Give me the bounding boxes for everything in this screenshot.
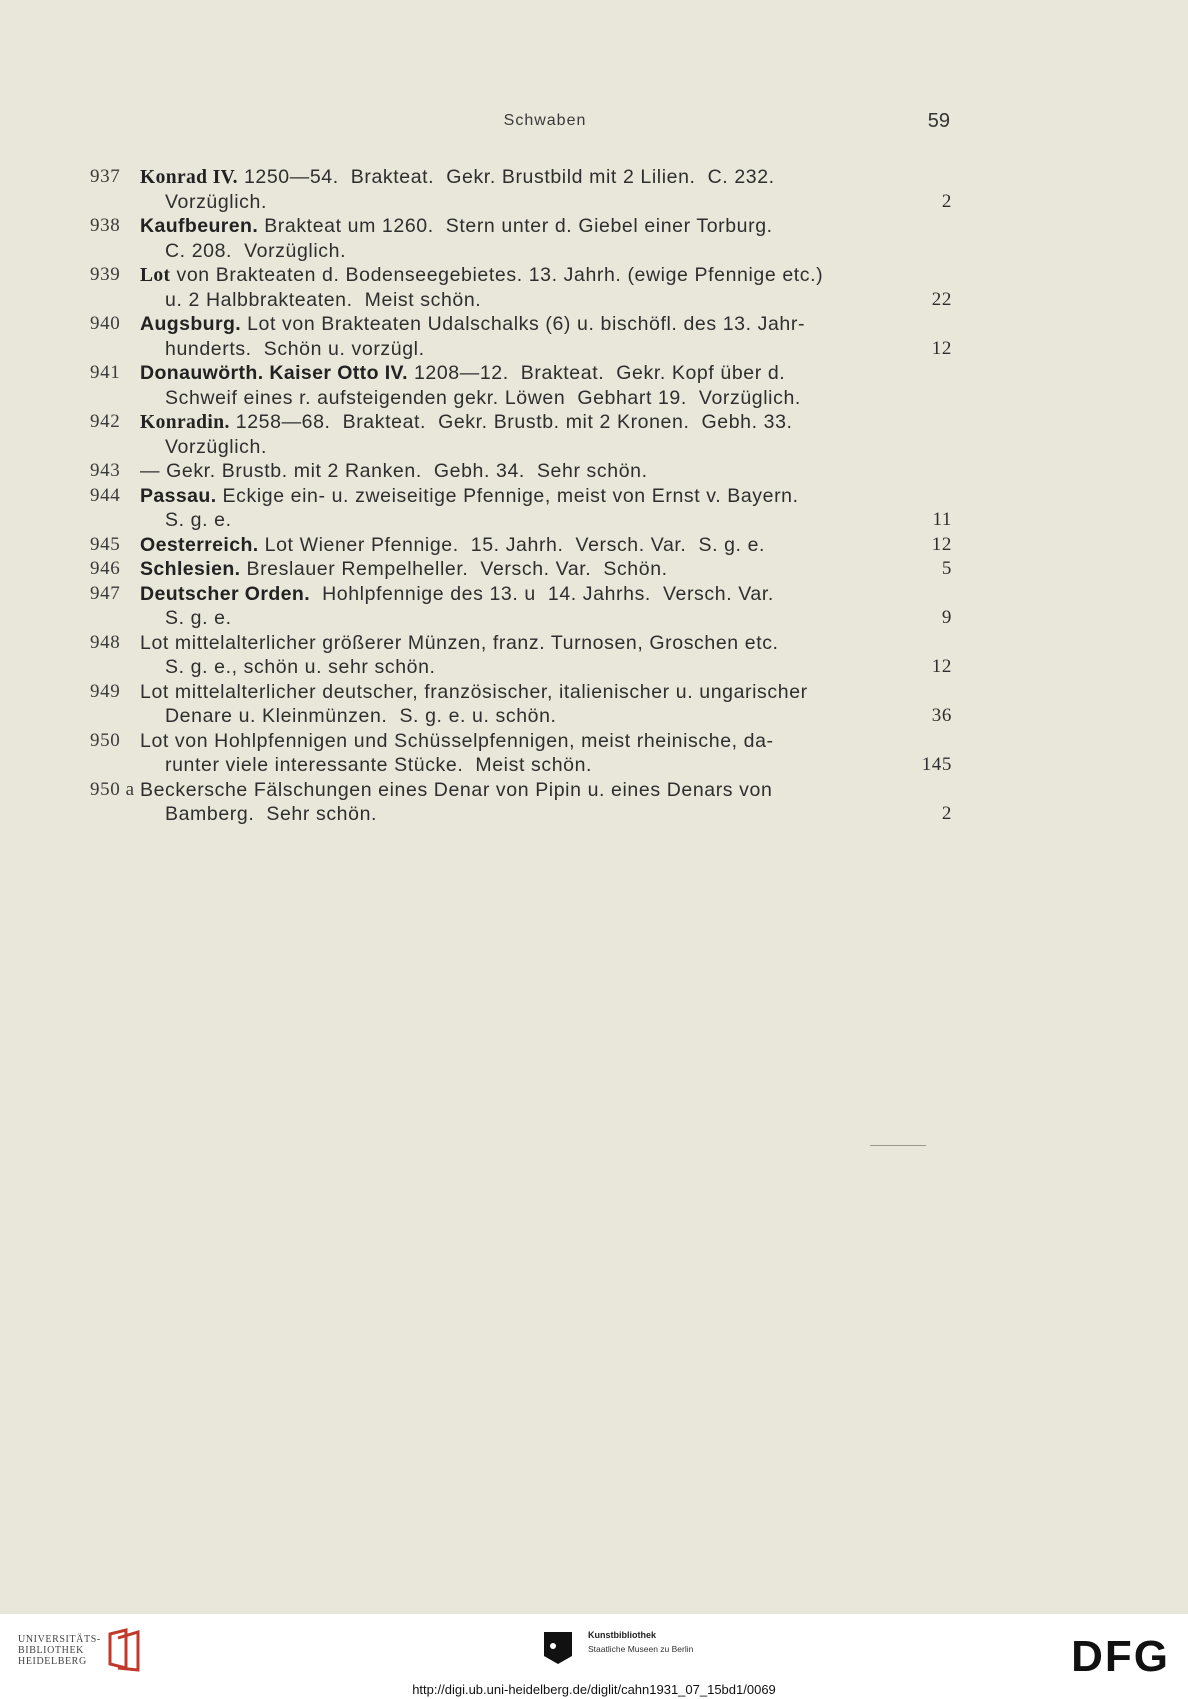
catalogue-entries: [90, 165, 952, 827]
entry-continuation: S. g. e., schön u. sehr schön.: [165, 656, 436, 678]
entry-line: [90, 778, 952, 803]
catalogue-entry: [90, 312, 952, 361]
kunstbibliothek-name: Kunstbibliothek: [588, 1630, 656, 1640]
entry-line: [90, 704, 952, 729]
entry-description: Hohlpfennige des 13. u 14. Jahrhs. Versch. Var.: [310, 582, 774, 605]
catalogue-entry: [90, 533, 952, 558]
entry-line: [90, 508, 952, 533]
entry-heading: Konrad IV.: [140, 167, 238, 188]
entry-description: Lot mittelalterlicher größerer Münzen, franz. Turnosen, Groschen etc.: [140, 631, 779, 654]
catalogue-entry: [90, 165, 952, 214]
catalogue-entry: [90, 484, 952, 533]
entry-line: [90, 361, 952, 386]
entry-heading: Konradin.: [140, 412, 230, 433]
kunstbibliothek-logo[interactable]: [544, 1630, 744, 1670]
entry-description: 1250—54. Brakteat. Gekr. Brustbild mit 2 Lilien. C. 232.: [237, 166, 775, 188]
catalogue-entry: [90, 263, 952, 312]
entry-line: [90, 802, 952, 827]
lot-price: 145: [921, 754, 952, 775]
catalogue-entry: [90, 729, 952, 778]
entry-heading: Oesterreich.: [140, 533, 259, 556]
entry-description: Lot von Brakteaten Udalschalks (6) u. bischöfl. des 13. Jahr-: [241, 313, 806, 335]
entry-line: [90, 410, 952, 435]
entry-continuation: runter viele interessante Stücke. Meist schön.: [165, 754, 593, 776]
entry-continuation: Bamberg. Sehr schön.: [165, 803, 378, 825]
catalogue-entry: [90, 361, 952, 410]
page-header: [140, 108, 950, 134]
entry-heading: Deutscher Orden.: [140, 582, 311, 605]
lot-price: 2: [941, 803, 952, 824]
entry-heading: Schlesien.: [140, 558, 241, 580]
entry-description: — Gekr. Brustb. mit 2 Ranken. Gebh. 34. Sehr schön.: [140, 460, 648, 482]
entry-line: [90, 606, 952, 631]
entry-text: [140, 557, 952, 582]
entry-description: 1258—68. Brakteat. Gekr. Brustb. mit 2 Kronen. Gebh. 33.: [229, 411, 793, 433]
lot-number: 942: [90, 411, 121, 432]
dfg-logo[interactable]: DFG: [1071, 1632, 1170, 1681]
entry-line: [90, 729, 952, 754]
entry-description: 1208—12. Brakteat. Gekr. Kopf über d.: [407, 362, 786, 384]
entry-line: [90, 631, 952, 656]
entry-text: [140, 680, 952, 705]
entry-continuation: Denare u. Kleinmünzen. S. g. e. u. schön.: [165, 705, 557, 727]
catalogue-entry: [90, 459, 952, 484]
entry-continuation: S. g. e.: [165, 607, 232, 629]
entry-description: Breslauer Rempelheller. Versch. Var. Schön.: [240, 558, 668, 580]
entry-text: [140, 410, 952, 436]
entry-line: [90, 190, 952, 215]
lot-number: 937: [90, 166, 121, 187]
entry-line: [90, 263, 952, 288]
entry-line: [90, 337, 952, 362]
entry-description: Brakteat um 1260. Stern unter d. Giebel einer Torburg.: [258, 215, 773, 237]
entry-line: [90, 386, 952, 411]
entry-continuation: Vorzüglich.: [165, 435, 267, 458]
entry-text: [140, 533, 952, 558]
catalogue-entry: [90, 410, 952, 459]
lot-number: 948: [90, 631, 121, 653]
entry-description: Eckige ein- u. zweiseitige Pfennige, meist von Ernst v. Bayern.: [216, 484, 799, 507]
entry-continuation: Schweif eines r. aufsteigenden gekr. Löwen Gebhart 19. Vorzüglich.: [165, 386, 801, 409]
lot-number: 939: [90, 264, 121, 285]
lot-number: 946: [90, 558, 121, 579]
entry-heading: Kaufbeuren.: [140, 215, 259, 237]
entry-text: [140, 361, 952, 386]
lot-price: 12: [931, 533, 952, 555]
entry-heading: Augsburg.: [140, 313, 242, 335]
entry-continuation: hunderts. Schön u. vorzügl.: [165, 337, 425, 360]
entry-text: [140, 312, 952, 337]
entry-text: [140, 582, 952, 607]
entry-line: [90, 533, 952, 558]
lot-number: 949: [90, 680, 121, 702]
entry-line: [90, 288, 952, 313]
lot-number: 950: [90, 729, 121, 751]
entry-continuation: Vorzüglich.: [165, 190, 267, 213]
catalogue-entry: [90, 582, 952, 631]
stray-mark: [870, 1145, 926, 1146]
entry-text: [140, 778, 952, 803]
catalogue-entry: [90, 680, 952, 729]
catalogue-entry: [90, 778, 952, 827]
lot-number: 943: [90, 460, 121, 481]
lot-price: 11: [932, 509, 952, 530]
entry-continuation: u. 2 Halbbrakteaten. Meist schön.: [165, 288, 482, 311]
entry-line: [90, 459, 952, 484]
kunstbibliothek-subtitle: Staatliche Museen zu Berlin: [588, 1644, 694, 1654]
entry-line: [90, 484, 952, 509]
ub-emblem-icon: [106, 1628, 142, 1672]
ub-logo-text: [18, 1634, 101, 1667]
lot-number: 945: [90, 533, 121, 555]
page-number: 59: [927, 110, 950, 132]
entry-line: [90, 435, 952, 460]
lot-price: 12: [931, 337, 952, 359]
ub-heidelberg-logo[interactable]: [18, 1626, 163, 1676]
lot-number: 940: [90, 313, 121, 334]
ub-line-2: BIBLIOTHEK: [18, 1645, 84, 1656]
lot-number: 950 a: [90, 778, 135, 800]
lot-number: 947: [90, 582, 121, 604]
lot-price: 5: [941, 558, 952, 579]
lot-price: 36: [931, 705, 952, 726]
entry-continuation: C. 208. Vorzüglich.: [165, 239, 347, 262]
lot-price: 2: [941, 190, 952, 212]
ub-line-1: UNIVERSITÄTS-: [18, 1634, 101, 1645]
entry-description: Lot von Hohlpfennigen und Schüsselpfennigen, meist rheinische, da-: [140, 729, 774, 752]
entry-text: [140, 263, 952, 289]
catalogue-entry: [90, 631, 952, 680]
entry-text: [140, 214, 952, 239]
permalink-url[interactable]: http://digi.ub.uni-heidelberg.de/diglit/cahn1931_07_15bd1/0069: [412, 1682, 776, 1697]
lot-number: 938: [90, 215, 121, 236]
lot-price: 22: [931, 288, 952, 310]
entry-description: Lot Wiener Pfennige. 15. Jahrh. Versch. Var. S. g. e.: [258, 533, 766, 556]
catalogue-entry: [90, 557, 952, 582]
entry-line: [90, 239, 952, 264]
ub-line-3: HEIDELBERG: [18, 1656, 87, 1667]
entry-description: von Brakteaten d. Bodenseegebietes. 13. Jahrh. (ewige Pfennige etc.): [170, 264, 824, 286]
running-title: Schwaben: [503, 112, 587, 129]
lot-number: 941: [90, 362, 121, 383]
kunstbibliothek-emblem-icon: [544, 1632, 572, 1664]
entry-text: [140, 484, 952, 509]
entry-description: Beckersche Fälschungen eines Denar von Pipin u. eines Denars von: [140, 778, 773, 801]
entry-line: [90, 753, 952, 778]
entry-text: [140, 165, 952, 191]
viewer-footer: [0, 1614, 1188, 1699]
entry-description: Lot mittelalterlicher deutscher, französischer, italienischer u. ungarischer: [140, 680, 808, 703]
entry-line: [90, 312, 952, 337]
entry-continuation: S. g. e.: [165, 509, 232, 531]
entry-text: [140, 459, 952, 484]
entry-line: [90, 655, 952, 680]
entry-heading: Lot: [140, 265, 171, 286]
entry-text: [140, 631, 952, 656]
entry-heading: Passau.: [140, 484, 217, 507]
catalogue-entry: [90, 214, 952, 263]
entry-line: [90, 557, 952, 582]
lot-number: 944: [90, 484, 121, 506]
entry-line: [90, 214, 952, 239]
entry-line: [90, 165, 952, 190]
entry-line: [90, 582, 952, 607]
lot-price: 12: [931, 656, 952, 677]
lot-price: 9: [941, 607, 952, 628]
entry-line: [90, 680, 952, 705]
entry-heading: Donauwörth. Kaiser Otto IV.: [140, 362, 408, 384]
entry-text: [140, 729, 952, 754]
